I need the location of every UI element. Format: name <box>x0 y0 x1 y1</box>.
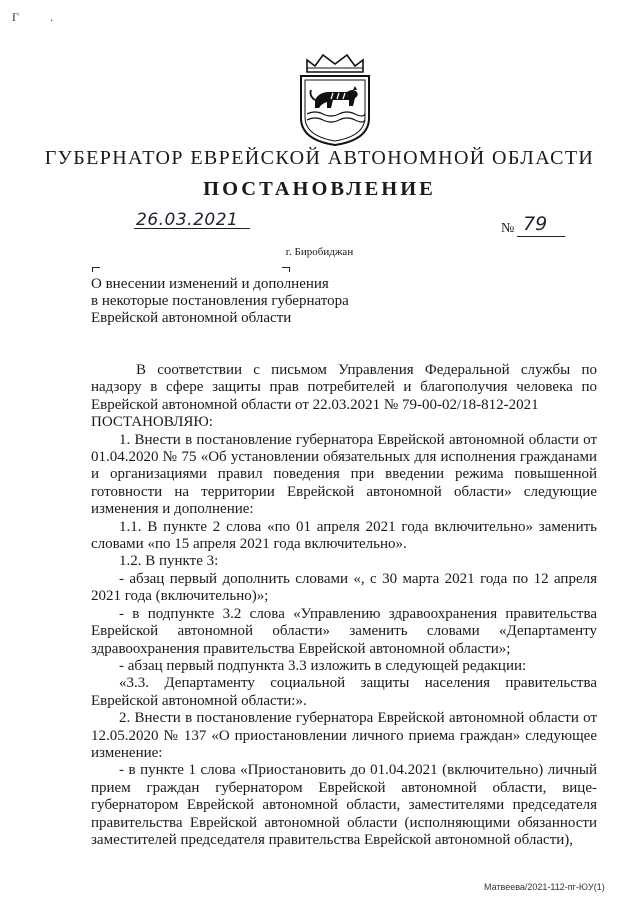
number-label: № <box>501 221 515 236</box>
subject-corner-left <box>92 267 100 272</box>
subject-line: О внесении изменений и дополнения <box>91 276 329 292</box>
scan-mark-right: . <box>50 10 53 24</box>
number-underline <box>517 236 565 237</box>
subject-line: Еврейской автономной области <box>91 310 292 326</box>
coat-of-arms-emblem <box>293 52 377 147</box>
issuing-city: г. Биробиджан <box>285 246 354 258</box>
clause-1-2-item: - абзац первый подпункта 3.3 изложить в следующей редакции: <box>119 657 527 674</box>
clause-1-2: 1.2. В пункте 3: <box>119 553 219 570</box>
date-underline <box>134 228 250 229</box>
decree-word: ПОСТАНОВЛЯЮ: <box>91 414 213 431</box>
subject-line: в некоторые постановления губернатора <box>91 293 349 309</box>
document-body <box>91 362 597 849</box>
scan-mark-left: Г <box>12 10 19 24</box>
issuing-authority-title: ГУБЕРНАТОР ЕВРЕЙСКОЙ АВТОНОМНОЙ ОБЛАСТИ <box>44 147 595 169</box>
clause-1-2-item: - абзац первый дополнить словами «, с 30 марта 2021 года по 12 апреля 2021 года (включительно)»; <box>91 570 597 605</box>
clause-2: 2. Внести в постановление губернатора Еврейской автономной области от 12.05.2020 № 137 «О приостановлении личного приема граждан» следующее изменение: <box>91 710 597 761</box>
subject-corner-right <box>282 267 290 272</box>
document-number: 79 <box>523 213 548 235</box>
clause-2-item: - в пункте 1 слова «Приостановить до 01.04.2021 (включительно) личный прием граждан губернатором Еврейской автономной области, вице-губернатором Еврейской автономной области, заместителями председателя правительства Еврейской автономной области (исполняющими обязанности заместителей председателя правительства Еврейской автономной области), <box>91 762 597 848</box>
executor-footer: Матвеева/2021-112-пг-ЮУ(1) <box>484 882 605 892</box>
clause-1: 1. Внести в постановление губернатора Еврейской автономной области от 01.04.2020 № 75 «Об установлении обязательных для исполнения гражданами и организациями правил поведения при введении режима повышенной готовности на территории Еврейской автономной области» следующие изменения и дополнение: <box>91 431 597 518</box>
document-subject <box>91 276 391 327</box>
preamble-paragraph: В соответствии с письмом Управления Федеральной службы по надзору в сфере защиты прав потребителей и благополучия человека по Еврейской автономной области от 22.03.2021 № 79-00-02/18-812-2021 <box>91 362 597 413</box>
clause-1-2-item: - в подпункте 3.2 слова «Управлению здравоохранения правительства Еврейской автономной области» заменить словами «Департаменту здравоохранения правительства Еврейской автономной области»; <box>91 605 597 657</box>
document-type-title: ПОСТАНОВЛЕНИЕ <box>203 178 436 200</box>
clause-1-1: 1.1. В пункте 2 слова «по 01 апреля 2021 года включительно» заменить словами «по 15 апреля 2021 года включительно». <box>91 518 597 553</box>
document-date: 26.03.2021 <box>136 210 239 230</box>
clause-3-3-text: «3.3. Департаменту социальной защиты населения правительства Еврейской автономной области:». <box>91 675 597 709</box>
